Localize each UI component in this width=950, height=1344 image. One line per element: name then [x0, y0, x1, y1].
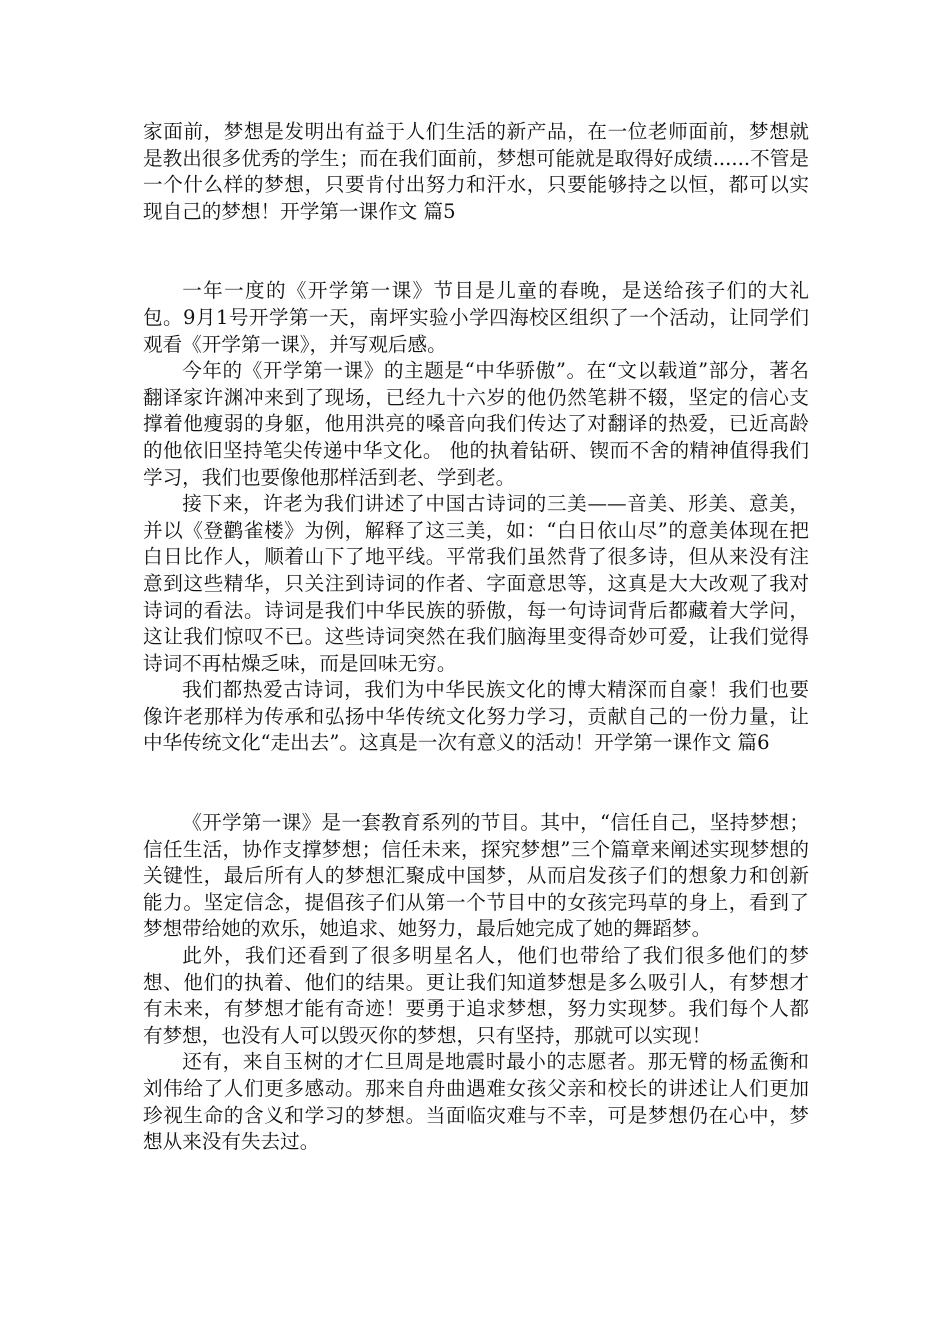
paragraph-essay5-intro: 一年一度的《开学第一课》节目是儿童的春晚，是送给孩子们的大礼包。9月1号开学第一天，南坪实验小学四海校区组织了一个活动，让同学们观看《开学第一课》，并写观后感。: [143, 279, 809, 356]
paragraph-essay4-end: 家面前，梦想是发明出有益于人们生活的新产品，在一位老师面前，梦想就是教出很多优秀的学生；而在我们面前，梦想可能就是取得好成绩......不管是一个什么样的梦想，只要肯付出努力和汗水，只要能够持之以恒，都可以实现自己的梦想！开学第一课作文 篇5: [143, 120, 809, 223]
paragraph-essay6-yushu: 还有，来自玉树的才仁旦周是地震时最小的志愿者。那无臂的杨孟衡和刘伟给了人们更多感动。那来自舟曲遇难女孩父亲和校长的讲述让人们更加珍视生命的含义和学习的梦想。当面临灾难与不幸，可是梦想仍在心中，梦想从来没有失去过。: [143, 1050, 809, 1154]
paragraph-essay6-intro: 《开学第一课》是一套教育系列的节目。其中，“信任自己，坚持梦想；信任生活，协作支撑梦想；信任未来，探究梦想”三个篇章来阐述实现梦想的关键性，最后所有人的梦想汇聚成中国梦，从而启发孩子们的想象力和创新能力。坚定信念，提倡孩子们从第一个节目中的女孩完玛草的身上，看到了梦想带给她的欢乐，她追求、她努力，最后她完成了她的舞蹈梦。: [143, 811, 809, 941]
section-gap: [143, 225, 809, 278]
paragraph-essay5-conclusion: 我们都热爱古诗词，我们为中华民族文化的博大精深而自豪！我们也要像许老那样为传承和弘扬中华传统文化努力学习，贡献自己的一份力量，让中华传统文化“走出去”。这真是一次有意义的活动！开学第一课作文 篇6: [143, 678, 809, 755]
section-gap: [143, 757, 809, 810]
paragraph-essay5-theme: 今年的《开学第一课》的主题是“中华骄傲”。在“文以载道”部分，著名翻译家许渊冲来到了现场，已经九十六岁的他仍然笔耕不辍，坚定的信心支撑着他瘦弱的身躯，他用洪亮的嗓音向我们传达了对翻译的热爱，已近高龄的他依旧坚持笔尖传递中华文化。 他的执着钻研、锲而不舍的精神值得我们学习，我们也要像他那样活到老、学到老。: [143, 359, 809, 489]
document-page: [143, 119, 809, 1156]
paragraph-essay6-stars: 此外，我们还看到了很多明星名人，他们也带给了我们很多他们的梦想、他们的执着、他们的结果。更让我们知道梦想是多么吸引人，有梦想才有未来，有梦想才能有奇迹！要勇于追求梦想，努力实现梦。我们每个人都有梦想，也没有人可以毁灭你的梦想，只有坚持，那就可以实现！: [143, 944, 809, 1047]
paragraph-essay5-poetry: 接下来，许老为我们讲述了中国古诗词的三美——音美、形美、意美，并以《登鹳雀楼》为例，解释了这三美，如：“白日依山尽”的意美体现在把白日比作人，顺着山下了地平线。平常我们虽然背了很多诗，但从来没有注意到这些精华，只关注到诗词的作者、字面意思等，这真是大大改观了我对诗词的看法。诗词是我们中华民族的骄傲，每一句诗词背后都藏着大学问，这让我们惊叹不已。这些诗词突然在我们脑海里变得奇妙可爱，让我们觉得诗词不再枯燥乏味，而是回味无穷。: [143, 492, 809, 675]
